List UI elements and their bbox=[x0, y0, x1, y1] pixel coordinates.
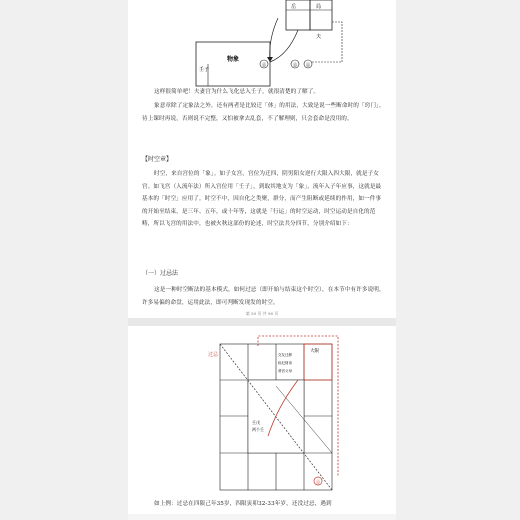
diagram-box-title: 物象 bbox=[226, 56, 240, 63]
chart-inner-text-2: 疾厄财帛 bbox=[278, 361, 292, 365]
chart-inner-text-3: 命宫父母 bbox=[278, 369, 292, 373]
left-margin-background bbox=[0, 0, 128, 520]
chart-bottom-circle: 忌 bbox=[316, 479, 320, 484]
chart-palace-label: 大限 bbox=[310, 349, 319, 354]
diagram-circle-1: 忌 bbox=[262, 62, 266, 67]
diagram-box-label: 壬子 bbox=[199, 67, 210, 73]
diagram-top-char-1: 岳 bbox=[291, 4, 297, 10]
chart-inner-text-1: 交友迁移 bbox=[278, 353, 292, 357]
document-viewer[interactable] bbox=[128, 0, 396, 520]
paragraph-guoji: 这是一种时空断法的基本模式，如何过忌（即开始与结束这个时空），在本节中有许多说明，许多易偏的命盘，运用此法，即可判断发现发的时空。 bbox=[142, 287, 385, 306]
page-separator bbox=[128, 318, 396, 326]
paragraph-caption: 如上例：过忌在四限己年35岁，四限寅卯32-33年岁，还没过忌，遇到 bbox=[154, 501, 332, 507]
subsection-title: （一）过忌法 bbox=[142, 270, 179, 277]
page-footer: 第 39 页 共 96 页 bbox=[245, 311, 279, 316]
document-page-1 bbox=[128, 0, 396, 318]
paragraph-intro: 这样很简单吧！夫妻宫为什么飞化忌入壬子，就很清楚的了解了。 bbox=[154, 89, 320, 95]
diagram-right-char: 夫 bbox=[316, 34, 322, 40]
document-page-2 bbox=[128, 326, 396, 520]
paragraph-xiangyi: 象意章除了定象法之外，还有两者是比较迁「体」的用法，大致是说一些断命时的「窍门」，待上课时再说，否则说不完整，又怕被拿去乱套，不了解理则，只会套命是没用的。 bbox=[142, 103, 385, 122]
viewer-bottom-bar bbox=[128, 514, 396, 520]
diagram-circle-3: 忌 bbox=[306, 62, 310, 67]
right-margin-background bbox=[396, 0, 520, 520]
page2-chart bbox=[128, 326, 396, 520]
diagram-circle-2: 忌 bbox=[293, 62, 297, 67]
chart-red-label: 过忌 bbox=[208, 352, 219, 358]
chart-center-left: 壬戊 bbox=[252, 420, 260, 425]
page1-diagram bbox=[128, 0, 396, 90]
paragraph-shikong: 时空，来自宫位的「象」。如子女宫，宫位为迁四，阴男阳女逆行大限入四大限，就是子女宫。如飞宫（入流年法）所入宫位用「壬子」，到取其地支为「象」，流年入子年应事，这就是最基本的「时空」应用了。时空不中，因自化之类聚，群分，而产生阻断或延续的作用，如一件事的开始至结束，是三年、五年，或十年等，这就是「行运」的时空运动，时空运动是自化的范畴，所以飞宫的用法中，也被火秋这部份的论述，时空法共分四节，分别介绍如下： bbox=[142, 171, 382, 228]
chart-center-left-2: 两个壬 bbox=[252, 427, 264, 432]
diagram-top-char-2: 局 bbox=[316, 4, 322, 10]
section-title: 【时空章】 bbox=[142, 156, 173, 163]
